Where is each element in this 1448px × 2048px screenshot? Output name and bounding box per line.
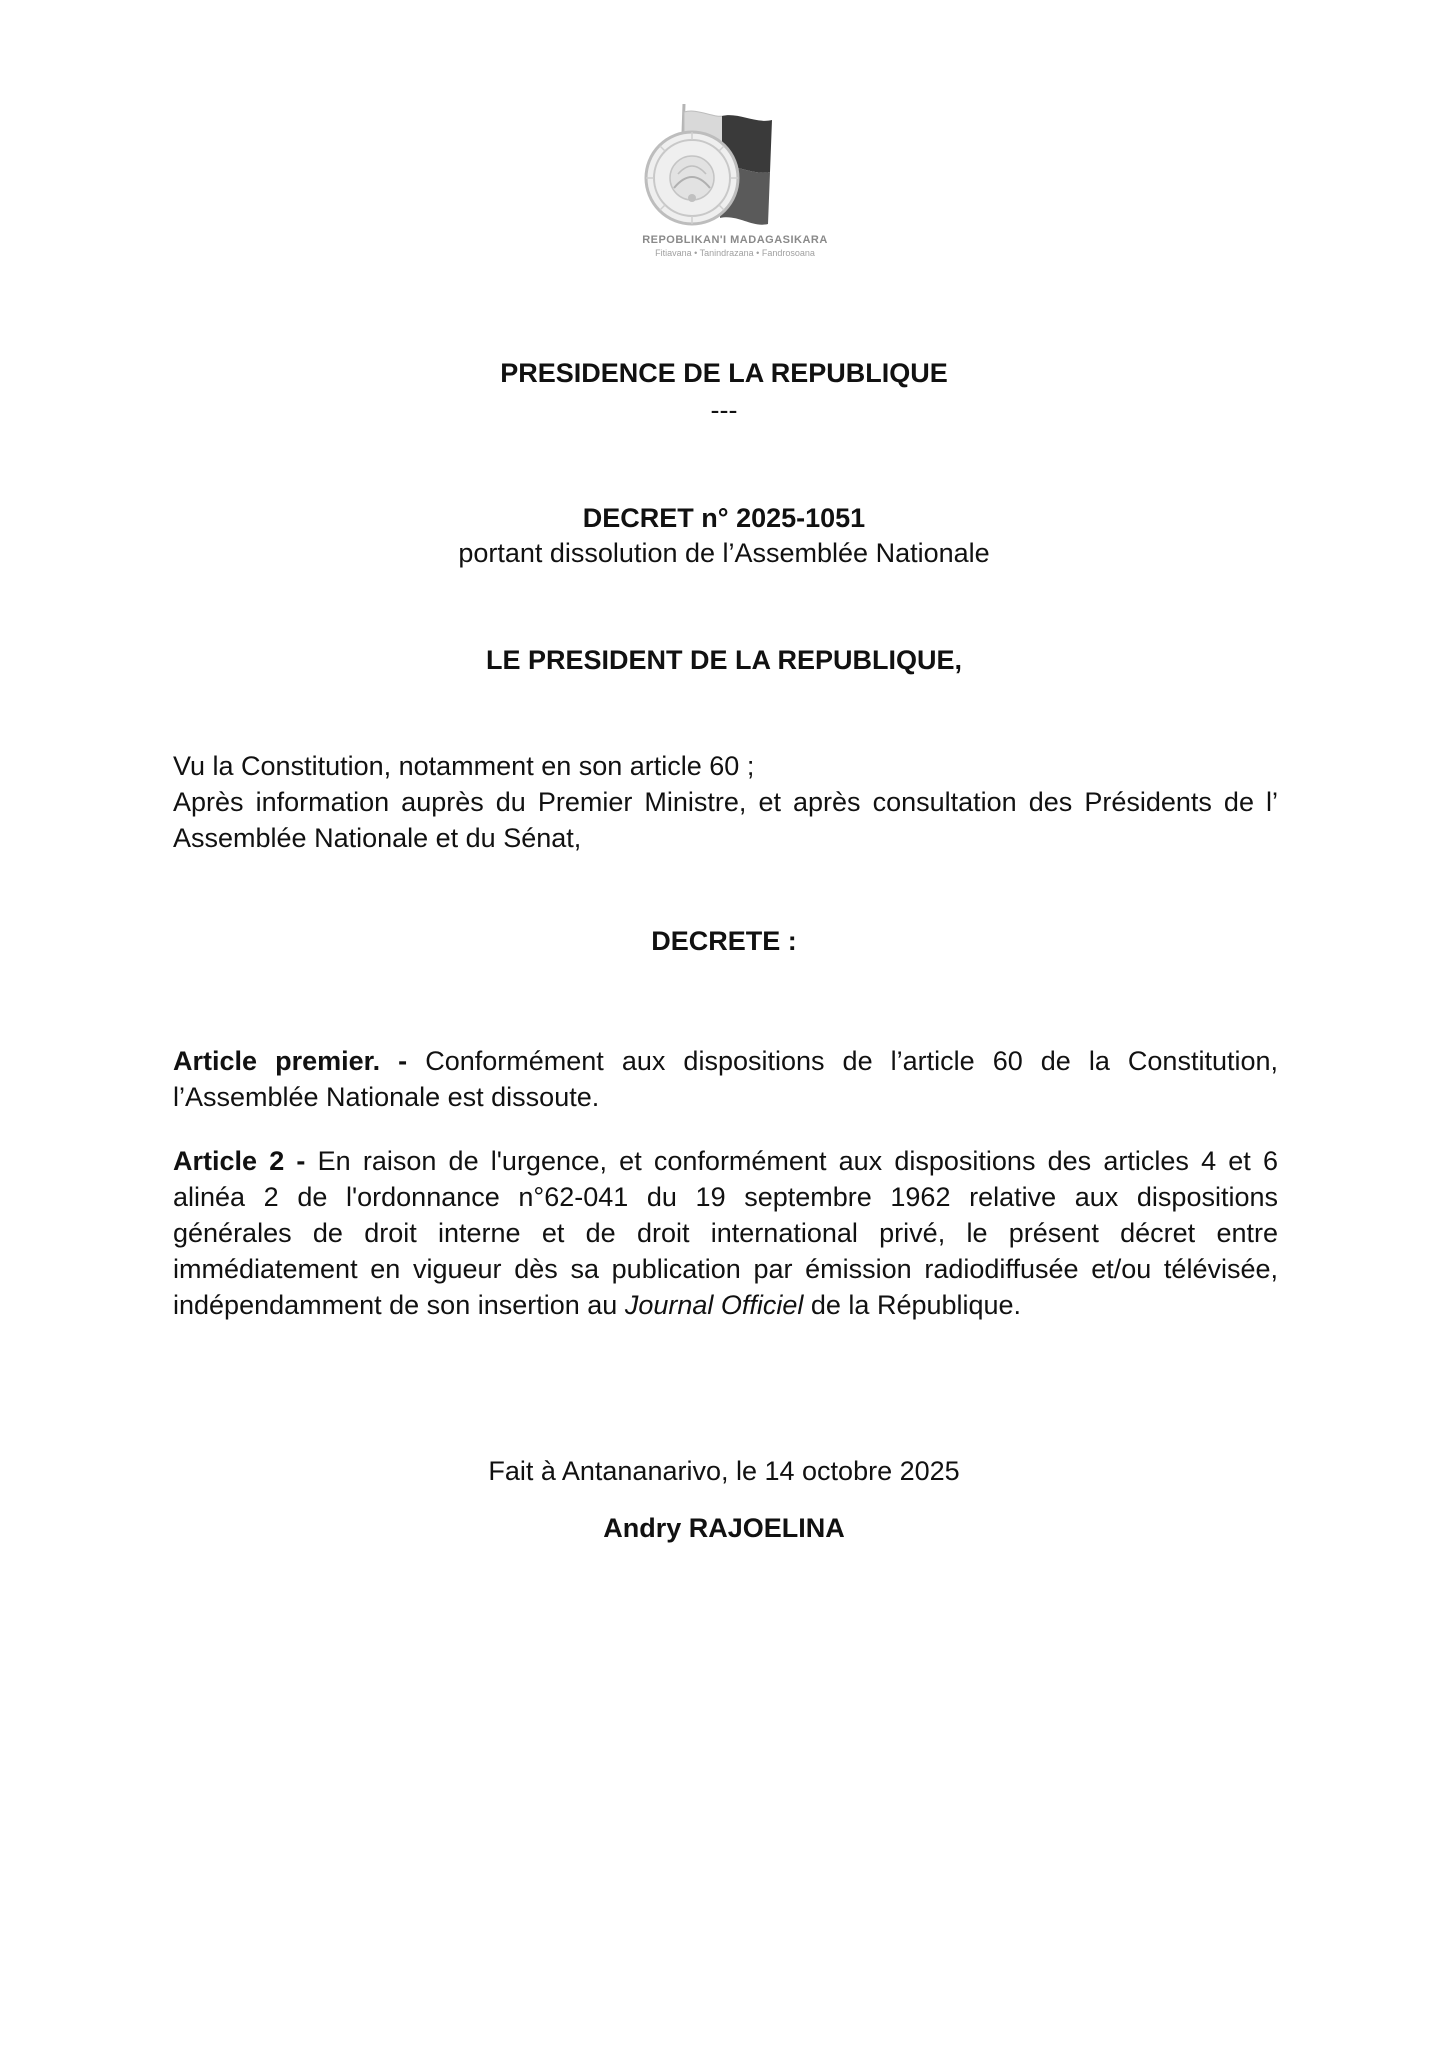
preamble bbox=[173, 748, 1278, 856]
article-1 bbox=[173, 1043, 1278, 1115]
preamble-apres-line1: Après information auprès du Premier Ministre, et après consultation des Présidents de l’ bbox=[173, 787, 1278, 817]
decree-subject: portant dissolution de l’Assemblée Nationale bbox=[458, 538, 990, 568]
article-1-text: Conformément aux dispositions de l’article 60 de la Constitution, l’Assemblée Nationale est dissoute. bbox=[173, 1046, 1278, 1112]
article-2-text: En raison de l'urgence, et conformément aux dispositions des articles 4 et 6 alinéa 2 de l'ordonnance n°62-041 du 19 septembre 1962 relative aux dispositions générales de droit interne et de droit international privé, le présent décret entre immédiatement en vigueur dès sa publication par émission radiodiffusée et/ou télévisée, indépendamment de son insertion au bbox=[173, 1146, 1278, 1320]
journal-officiel: Journal Officiel bbox=[624, 1290, 804, 1320]
header-separator: --- bbox=[710, 395, 738, 425]
decree-number: DECRET n° 2025-1051 bbox=[582, 503, 866, 533]
preamble-vu: Vu la Constitution, notamment en son article 60 ; bbox=[173, 751, 755, 781]
seal-flag-icon bbox=[620, 102, 850, 232]
article-2-label: Article 2 - bbox=[173, 1146, 306, 1176]
article-2-text-end: de la République. bbox=[803, 1290, 1022, 1320]
institution-title: PRESIDENCE DE LA REPUBLIQUE bbox=[500, 358, 948, 388]
decree-author: LE PRESIDENT DE LA REPUBLIQUE, bbox=[485, 645, 963, 675]
article-2 bbox=[173, 1143, 1278, 1323]
emblem-name: REPOBLIKAN'I MADAGASIKARA bbox=[642, 234, 828, 246]
emblem-motto: Fitiavana • Tanindrazana • Fandrosoana bbox=[655, 248, 815, 258]
preamble-apres-line2: Assemblée Nationale et du Sénat, bbox=[173, 823, 582, 853]
decrete-heading: DECRETE : bbox=[651, 926, 797, 956]
place-date: Fait à Antananarivo, le 14 octobre 2025 bbox=[488, 1456, 960, 1486]
republic-emblem bbox=[620, 102, 850, 262]
signatory-name: Andry RAJOELINA bbox=[603, 1513, 845, 1543]
article-1-label: Article premier. - bbox=[173, 1046, 408, 1076]
